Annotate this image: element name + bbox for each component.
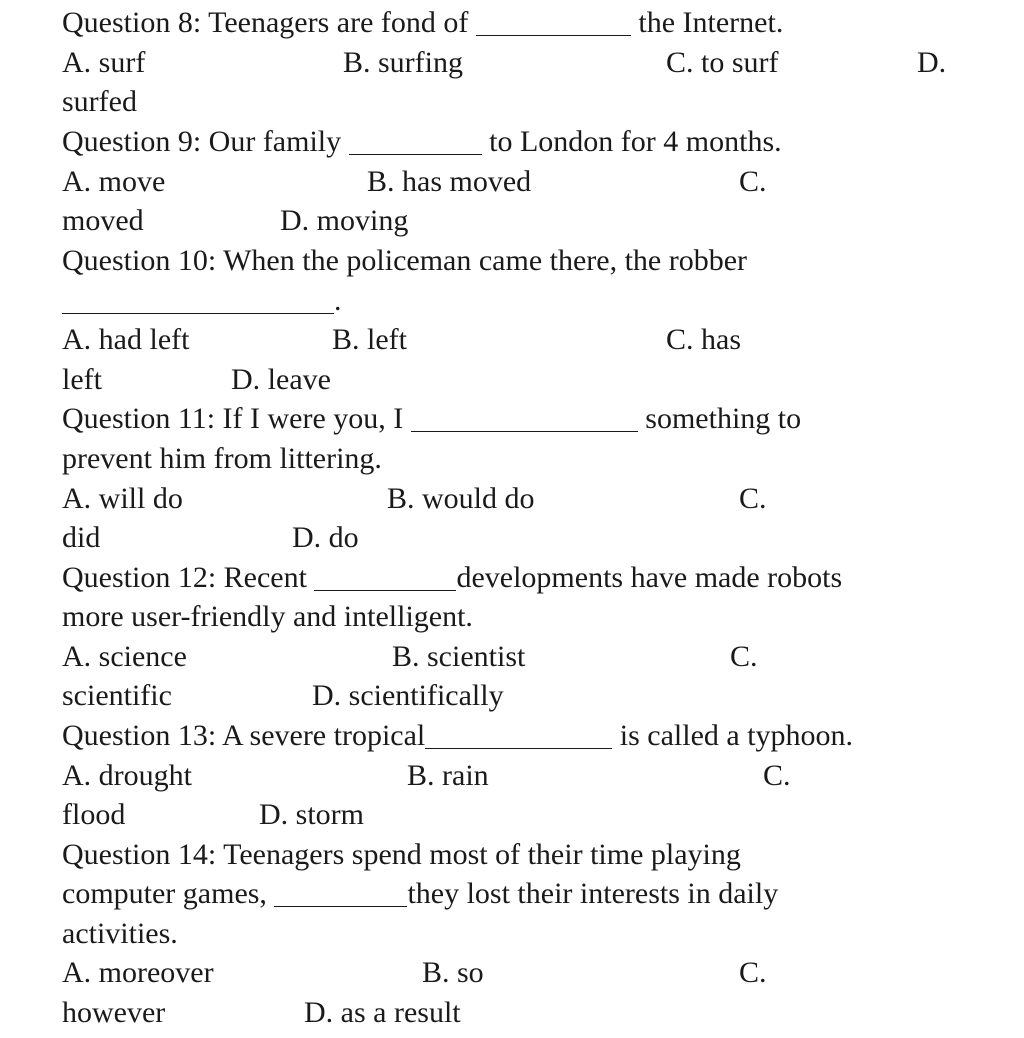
question-11-blank[interactable]: [411, 401, 638, 432]
question-11-option-a: A. will do: [62, 482, 183, 515]
question-11-stem-cont: prevent him from littering.: [62, 442, 382, 475]
question-10-text-end: .: [334, 284, 342, 317]
question-13-option-d: D. storm: [259, 798, 364, 831]
question-12-option-d: D. scientifically: [312, 679, 504, 712]
question-9-option-b: B. has moved: [367, 165, 532, 198]
question-12-options: [62, 637, 962, 677]
question-14-option-a: A. moreover: [62, 956, 214, 989]
question-11-stem: [62, 399, 801, 439]
question-8-option-b: B. surfing: [343, 46, 463, 79]
question-14-stem-cont: [62, 874, 778, 914]
question-11-text-start: Question 11: If I were you, I: [62, 402, 411, 435]
question-9-options: [62, 162, 962, 202]
question-12-text-start: Question 12: Recent: [62, 561, 315, 594]
question-14-options: [62, 953, 962, 993]
question-13-text-end: is called a typhoon.: [612, 719, 854, 752]
question-9-text-start: Question 9: Our family: [62, 125, 349, 158]
question-8-text-end: the Internet.: [630, 6, 784, 39]
question-9-option-c: moved: [62, 204, 144, 237]
question-10-option-c-marker: C. has: [666, 323, 741, 356]
question-11-option-c-marker: C.: [739, 482, 767, 515]
question-13-stem: [62, 716, 853, 756]
question-8-option-d-marker: D.: [917, 46, 947, 79]
question-13-blank[interactable]: [425, 718, 612, 749]
question-14-options-cont: [62, 993, 962, 1033]
question-13-option-a: A. drought: [62, 759, 192, 792]
question-9-option-c-marker: C.: [739, 165, 767, 198]
question-10-option-a: A. had left: [62, 323, 190, 356]
question-14-blank[interactable]: [274, 876, 407, 907]
question-8-options: [62, 43, 962, 83]
question-11-option-b: B. would do: [387, 482, 535, 515]
question-9-options-cont: [62, 201, 962, 241]
question-14-option-d: D. as a result: [304, 996, 461, 1029]
question-13-options-cont: [62, 795, 962, 835]
question-12-option-c: scientific: [62, 679, 172, 712]
question-14-stem-end: activities.: [62, 917, 178, 950]
question-10-stem-cont: [62, 281, 342, 321]
question-10-stem: Question 10: When the policeman came there, the robber: [62, 244, 748, 277]
question-9-blank[interactable]: [349, 124, 482, 155]
question-9-option-a: A. move: [62, 165, 166, 198]
question-12-option-b: B. scientist: [392, 640, 526, 673]
question-9-stem: [62, 122, 782, 162]
question-14-text-mid: computer games,: [62, 877, 275, 910]
question-14-text-end: they lost their interests in daily: [407, 877, 779, 910]
question-8-option-a: A. surf: [62, 46, 146, 79]
question-14-option-c-marker: C.: [739, 956, 767, 989]
question-9-text-end: to London for 4 months.: [481, 125, 782, 158]
question-8-option-c: C. to surf: [666, 46, 779, 79]
question-12-option-c-marker: C.: [730, 640, 758, 673]
question-10-option-d: D. leave: [231, 363, 331, 396]
question-10-blank[interactable]: [62, 283, 334, 314]
question-11-text-end: something to: [637, 402, 802, 435]
question-12-stem: [62, 558, 842, 598]
question-10-option-b: B. left: [332, 323, 407, 356]
question-12-options-cont: [62, 676, 962, 716]
question-8-option-d: surfed: [62, 85, 137, 118]
question-8-stem: [62, 3, 783, 43]
question-11-option-d: D. do: [292, 521, 359, 554]
question-13-option-c: flood: [62, 798, 126, 831]
question-13-option-b: B. rain: [407, 759, 489, 792]
question-12-text-end: developments have made robots: [456, 561, 843, 594]
question-14-stem: Question 14: Teenagers spend most of their time playing: [62, 838, 741, 871]
question-14-option-b: B. so: [422, 956, 484, 989]
question-12-option-a: A. science: [62, 640, 187, 673]
question-11-options: [62, 479, 962, 519]
question-8-blank[interactable]: [476, 5, 631, 36]
question-12-blank[interactable]: [314, 560, 456, 591]
question-9-option-d: D. moving: [280, 204, 409, 237]
question-13-options: [62, 756, 962, 796]
question-13-text-start: Question 13: A severe tropical: [62, 719, 426, 752]
question-10-options-cont: [62, 360, 962, 400]
question-12-stem-cont: more user-friendly and intelligent.: [62, 600, 473, 633]
question-13-option-c-marker: C.: [763, 759, 791, 792]
question-10-option-c: left: [62, 363, 102, 396]
question-10-options: [62, 320, 962, 360]
question-8-text-start: Question 8: Teenagers are fond of: [62, 6, 476, 39]
question-14-option-c: however: [62, 996, 166, 1029]
question-11-option-c: did: [62, 521, 101, 554]
question-11-options-cont: [62, 518, 962, 558]
